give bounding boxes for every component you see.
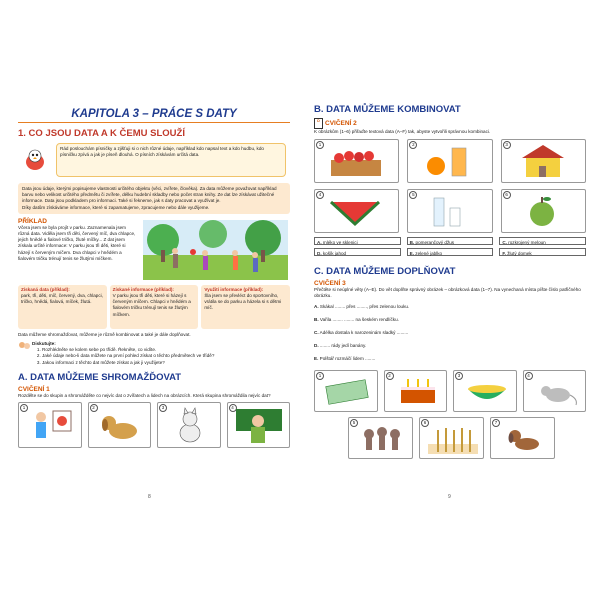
section-b-title: B. DATA MŮŽEME KOMBINOVAT [314, 104, 461, 115]
chapter-title [18, 108, 290, 123]
picture-money [314, 370, 378, 412]
picture-number: 5 [350, 419, 358, 427]
option-letter: C. [502, 240, 507, 246]
picture-cat [157, 402, 221, 448]
dog-icon [97, 407, 145, 445]
option-letter: A. [317, 240, 322, 246]
discuss-item: 2. Jaké údaje nebo-li data můžete na první pohled získat o těchto předmětech ve třídě? [42, 353, 290, 359]
column-data-title: Získaná data (příklad): [21, 286, 70, 292]
exercise-1-images [18, 402, 290, 448]
option-c[interactable] [499, 237, 586, 245]
sentence-a[interactable] [314, 304, 586, 310]
sentence-b[interactable] [314, 317, 586, 323]
sentence-e[interactable] [314, 356, 586, 362]
section-c-title: C. DATA MŮŽEME DOPLŇOVAT [314, 266, 456, 278]
data-info-columns [18, 285, 290, 329]
exercise-3-images-row1 [314, 370, 586, 412]
picture-monkeys [348, 417, 413, 459]
picture-house [501, 139, 586, 183]
chapter-name: PRÁCE S DATY [151, 108, 237, 120]
section-a-title: A. DATA MŮŽEME SHROMAŽĎOVAT [18, 371, 182, 383]
exercise-2-text: K obrázkům (1–6) přiřaďte textová data (A–F) tak, abyste vytvořili správnou kombinaci. [314, 129, 491, 134]
discuss-list [32, 347, 290, 366]
digital-badge-icon: D [314, 118, 323, 129]
exercise-3-title: CVIČENÍ 3 [314, 280, 346, 288]
example-text: Včera jsem se byla projít v parku. Zaznamenala jsem různá data. Viděla jsem tři děti, červený míč, dva chlapce, jejich hnědé a fialové tričko, žluté míčky... Z dat jsem získala určité informace: V parku jsou tři děti, které si házejí s červeným míčem. Dva chlapci v hnědém a fialovém tričku trénují tenis se žlutými míčkem. [18, 224, 136, 261]
column-data-text: park, tři, děti, míč, červený, dva, chlapci, tričko, hnědá, fialová, míček, žlutá. [21, 293, 103, 305]
example-block [18, 218, 136, 262]
yellow-house-icon [514, 144, 572, 178]
sentence-text: ........ rády jedí banány. [319, 343, 367, 349]
option-text: rozkrojený meloun [508, 240, 546, 246]
column-information-title: Získané informace (příklad): [112, 286, 174, 292]
exercise-2-options [314, 237, 586, 256]
picture-number: 2 [386, 372, 394, 380]
sentence-d[interactable] [314, 343, 586, 349]
picture-number: 3 [159, 404, 167, 412]
sentence-letter: B. [314, 316, 319, 322]
picture-number: 4 [229, 404, 237, 412]
melon-icon [327, 194, 385, 228]
discussion-icon [18, 341, 30, 351]
exercise-2-title: CVIČENÍ 2 [325, 120, 357, 128]
sentence-text: Skákal ........ přes ........, přes zelenou louku. [319, 303, 410, 309]
option-e[interactable] [407, 248, 494, 256]
sentence-letter: D. [314, 343, 319, 349]
picture-cake [384, 370, 448, 412]
exercise-3-text: Přečtěte si neúplné věty (A–E). Do vět doplňte správný obrázek – obrázková data (1–7). Na vynechaná místa píšte číslo patřičného obrázku. [314, 287, 581, 299]
column-usage-title: Využití informace (příklad): [204, 286, 264, 292]
column-usage-text: Šla jsem se převléct do sportovního, vrátila se do parku a házela si s dětmi míč. [204, 293, 282, 311]
option-letter: D. [317, 251, 322, 257]
picture-teacher [227, 402, 291, 448]
store-text: Data můžeme shromažďovat, můžeme je různě kombinovat a také je dále doplňovat. [18, 331, 191, 337]
page-number-right: 9 [448, 494, 451, 500]
picture-number: 1 [316, 372, 324, 380]
discuss-item: 1. Rozhlédněte se kolem sebe po třídě. Řekněte, co vidíte. [42, 347, 290, 353]
definition-text: Data jsou údaje, kterými popisujeme vlastnosti určitého objektu (věci, zvířete, člověka). Za data můžeme považovat například barvu nebo velikost určitého předmětu či zvířete, délku hudební skladby nebo počet stran knihy. Ze dat lze získávat užitečné informace. Data jsou podkladem pro informaci. Také si řekneme, jak s daty pracovat a využívat je. [22, 186, 277, 204]
example-section [18, 218, 290, 282]
discuss-block [18, 341, 290, 366]
puppy-icon [499, 422, 549, 454]
option-letter: B. [409, 240, 415, 246]
exercise-1-title: CVIČENÍ 1 [18, 385, 50, 393]
picture-orange-juice [407, 139, 492, 183]
column-information-text: V parku jsou tři děti, které si házejí s červeným míčem. Chlapci v hnědém a fialovém tričku trénují tenis se žlutým míčkem. [112, 293, 191, 317]
sentence-text: Adélka dostala k narozeninám sladký ......... [319, 330, 409, 336]
sentence-text: Vařila ........ ........ na šeském rendlíčku. [319, 316, 399, 322]
option-text: zelené jablko [415, 251, 443, 257]
strawberry-basket-icon [327, 144, 385, 178]
mouse-icon [532, 375, 582, 407]
example-title: PŘÍKLAD [18, 217, 47, 225]
picture-puppy [490, 417, 555, 459]
picture-number: 1 [20, 404, 28, 412]
sentence-letter: C. [314, 330, 319, 336]
definition-text-2: Díky datům získáváme informace, které si zapamatujeme, zpracujeme nebo dále využijeme. [22, 204, 210, 210]
section-1-title: 1. CO JSOU DATA A K ČEMU SLOUŽÍ [18, 128, 185, 139]
chapter-separator: – [139, 108, 152, 120]
right-page [314, 98, 586, 498]
picture-number: 3 [455, 372, 463, 380]
grain-field-icon [428, 422, 478, 454]
discuss-item: 3. Jakou informaci z těchto dat můžete získat a jak ji využijete? [42, 360, 290, 366]
soup-bowl-icon [462, 375, 512, 407]
picture-number: 2 [90, 404, 98, 412]
picture-number: 4 [525, 372, 533, 380]
picture-number: 6 [421, 419, 429, 427]
exercise-1-text: Rozdělte se do skupin a shromážděte co nejvíc dat o zvířatech a lidech na obrázcích. Která skupina shromáždila nejvíc dat? [18, 392, 271, 398]
page-number-left: 8 [148, 494, 151, 500]
picture-number: 4 [316, 191, 324, 199]
painter-icon [27, 407, 75, 445]
picture-number: 2 [409, 141, 417, 149]
option-f[interactable] [499, 248, 586, 256]
picture-soup [453, 370, 517, 412]
picture-number: 1 [316, 141, 324, 149]
sentence-letter: E. [314, 356, 319, 362]
exercise-2-heading [314, 118, 586, 129]
option-letter: E. [409, 251, 414, 257]
option-letter: F. [502, 251, 506, 257]
exercise-2-images [314, 139, 586, 233]
exercise-3-images-row2 [348, 417, 586, 459]
sentence-text: Polštář rozmáčí lidem ........ [319, 356, 376, 362]
monkeys-icon [357, 422, 407, 454]
picture-painter [18, 402, 82, 448]
option-text: košík jahod [322, 251, 347, 257]
option-text: žlutý domek [507, 251, 532, 257]
exercise-3-sentences [314, 304, 586, 363]
column-data [18, 285, 107, 329]
milk-icon [420, 194, 478, 228]
option-a[interactable] [314, 237, 401, 245]
column-usage [201, 285, 290, 329]
teacher-icon [236, 407, 284, 445]
picture-apple [501, 189, 586, 233]
sentence-letter: A. [314, 303, 319, 309]
picture-grain [419, 417, 484, 459]
column-information [110, 285, 199, 329]
discuss-title: Diskutujte: [32, 341, 56, 347]
money-icon [323, 375, 373, 407]
intro-text: Rád poslouchám písničky a zjišťuji si o nich různé údaje, například kdo napsal text a kdo hudbu, kdo písničku zpívá a jak je píseň dlouhá. O písních získávám určitá data. [56, 143, 286, 177]
picture-number: 7 [492, 419, 500, 427]
cat-icon [166, 407, 214, 445]
sentence-c[interactable] [314, 330, 586, 336]
picture-strawberries [314, 139, 399, 183]
picture-mouse [523, 370, 587, 412]
birthday-cake-icon [393, 375, 443, 407]
option-text: mléko ve sklenici [322, 240, 358, 246]
option-d[interactable] [314, 248, 401, 256]
picture-dog [88, 402, 152, 448]
bird-mascot-icon [22, 147, 48, 173]
chapter-number: KAPITOLA 3 [71, 108, 140, 120]
picture-number: 3 [503, 141, 511, 149]
picture-melon [314, 189, 399, 233]
green-apple-icon [514, 194, 572, 228]
left-page [18, 98, 290, 498]
option-text: pomerančový džus [415, 240, 455, 246]
park-illustration [143, 220, 288, 280]
picture-number: 6 [503, 191, 511, 199]
option-b[interactable] [407, 237, 494, 245]
orange-juice-icon [420, 144, 478, 178]
picture-number: 5 [409, 191, 417, 199]
definition-box [18, 183, 290, 214]
intro-box [18, 143, 290, 179]
picture-milk [407, 189, 492, 233]
